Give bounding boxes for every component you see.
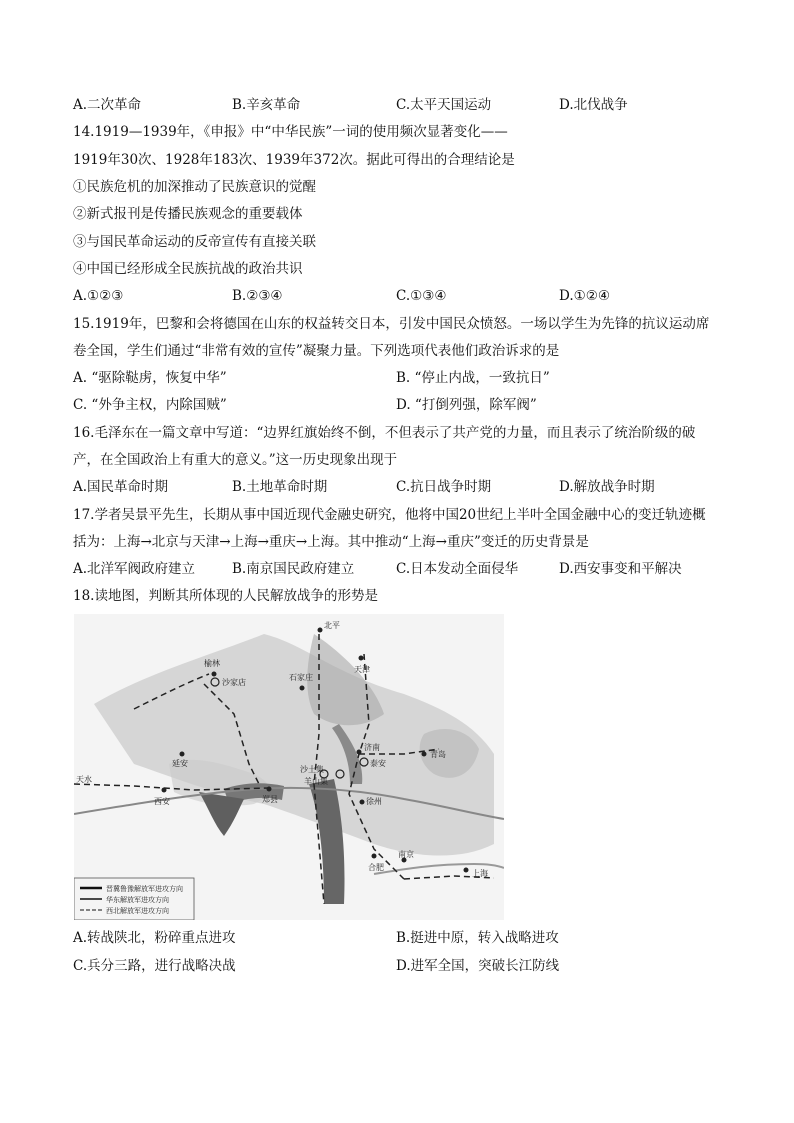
marker-tianjin [359, 656, 364, 661]
marker-yanan [180, 752, 185, 757]
legend-item-1: 晋冀鲁豫解放军进攻方向 [106, 885, 183, 893]
civil-war-map [74, 614, 504, 920]
q14-statement-3: ③与国民革命运动的反帝宣传有直接关联 [73, 234, 316, 250]
marker-jinan [357, 750, 362, 755]
label-xian: 西安 [154, 797, 170, 806]
q16-option-a[interactable]: A.国民革命时期 [73, 479, 169, 495]
q16-stem-line1: 16.毛泽东在一篇文章中写道：“边界红旗始终不倒，不但表示了共产党的力量，而且表示了统治阶级的破 [73, 425, 696, 441]
marker-zhengxian [267, 787, 272, 792]
label-shanghai: 上海 [472, 869, 488, 878]
q17-option-c[interactable]: C.日本发动全面侵华 [396, 561, 519, 577]
q18-option-d[interactable]: D.进军全国，突破长江防线 [396, 958, 560, 974]
q16-option-c[interactable]: C.抗日战争时期 [396, 479, 492, 495]
marker-qingdao [422, 752, 427, 757]
label-yangshanji: 羊山集 [304, 777, 328, 786]
q17-stem-line2: 括为：上海→北京与天津→上海→重庆→上海。其中推动“上海→重庆”变迁的历史背景是 [73, 534, 589, 550]
q16-stem-line2: 产，在全国政治上有重大的意义。”这一历史现象出现于 [73, 452, 398, 468]
arrowhead-fan [199, 792, 244, 836]
q14-option-a[interactable]: A.①②③ [73, 288, 124, 304]
label-jinan: 济南 [364, 743, 380, 752]
q15-stem-line2: 卷全国，学生们通过“非常有效的宣传”凝聚力量。下列选项代表他们政治诉求的是 [73, 343, 560, 359]
map-svg [74, 614, 504, 920]
label-zhengxian: 郑县 [262, 795, 278, 804]
label-nanjing: 南京 [398, 850, 414, 859]
label-beiping: 北平 [324, 621, 340, 630]
q17-option-d[interactable]: D.西安事变和平解决 [559, 561, 682, 577]
q13-option-b[interactable]: B.辛亥革命 [232, 97, 301, 113]
legend-item-3: 西北解放军进攻方向 [106, 907, 169, 915]
marker-beiping [318, 628, 323, 633]
marker-hefei [372, 854, 377, 859]
legend-item-2: 华东解放军进攻方向 [106, 896, 169, 904]
label-taian: 泰安 [370, 759, 386, 768]
q14-option-d[interactable]: D.①②④ [559, 288, 610, 304]
label-qingdao: 青岛 [430, 750, 446, 759]
q17-stem-line1: 17.学者吴景平先生，长期从事中国近现代金融史研究，他将中国20世纪上半叶全国金融中心的变迁轨迹概 [73, 507, 706, 523]
q18-option-b[interactable]: B.挺进中原，转入战略进攻 [396, 930, 559, 946]
q14-option-c[interactable]: C.①③④ [396, 288, 447, 304]
q14-statement-4: ④中国已经形成全民族抗战的政治共识 [73, 261, 303, 277]
q17-option-a[interactable]: A.北洋军阀政府建立 [73, 561, 196, 577]
marker-yulin [212, 672, 217, 677]
label-shatuji: 沙土集 [300, 765, 324, 774]
marker-shanghai [464, 868, 469, 873]
q16-option-d[interactable]: D.解放战争时期 [559, 479, 655, 495]
q15-option-d[interactable]: D. “打倒列强，除军阀” [396, 397, 537, 413]
q14-stem-line1: 14.1919—1939年，《申报》中“中华民族”一词的使用频次显著变化—— [73, 124, 508, 140]
q14-statement-2: ②新式报刊是传播民族观念的重要载体 [73, 206, 303, 222]
label-yulin: 榆林 [204, 659, 220, 668]
q18-stem: 18.读地图，判断其所体现的人民解放战争的形势是 [73, 588, 378, 604]
label-shajiadian: 沙家店 [222, 678, 246, 687]
label-shijiazhuang: 石家庄 [289, 673, 313, 682]
label-xuzhou: 徐州 [366, 797, 382, 806]
label-tianshui: 天水 [76, 775, 92, 784]
q14-option-b[interactable]: B.②③④ [232, 288, 283, 304]
marker-shijiazhuang [300, 686, 305, 691]
q13-option-d[interactable]: D.北伐战争 [559, 97, 628, 113]
q17-option-b[interactable]: B.南京国民政府建立 [232, 561, 355, 577]
q15-option-b[interactable]: B. “停止内战，一致抗日” [396, 370, 550, 386]
label-yanan: 延安 [172, 759, 188, 768]
q18-option-a[interactable]: A.转战陕北，粉碎重点进攻 [73, 930, 236, 946]
q15-option-a[interactable]: A. “驱除鞑虏，恢复中华” [73, 370, 227, 386]
q15-stem-line1: 15.1919年，巴黎和会将德国在山东的权益转交日本，引发中国民众愤怒。一场以学生为先锋的抗议运动席 [73, 316, 710, 332]
q15-option-c[interactable]: C. “外争主权，内除国贼” [73, 397, 227, 413]
q18-option-c[interactable]: C.兵分三路，进行战略决战 [73, 958, 236, 974]
q14-statement-1: ①民族危机的加深推动了民族意识的觉醒 [73, 179, 316, 195]
q13-option-c[interactable]: C.太平天国运动 [396, 97, 492, 113]
q13-option-a[interactable]: A.二次革命 [73, 97, 142, 113]
marker-xian [162, 788, 167, 793]
marker-xuzhou [360, 800, 365, 805]
q14-stem-line2: 1919年30次、1928年183次、1939年372次。据此可得出的合理结论是 [73, 152, 515, 168]
label-tianjin: 天津 [354, 665, 370, 674]
q16-option-b[interactable]: B.土地革命时期 [232, 479, 328, 495]
label-hefei: 合肥 [368, 863, 384, 872]
